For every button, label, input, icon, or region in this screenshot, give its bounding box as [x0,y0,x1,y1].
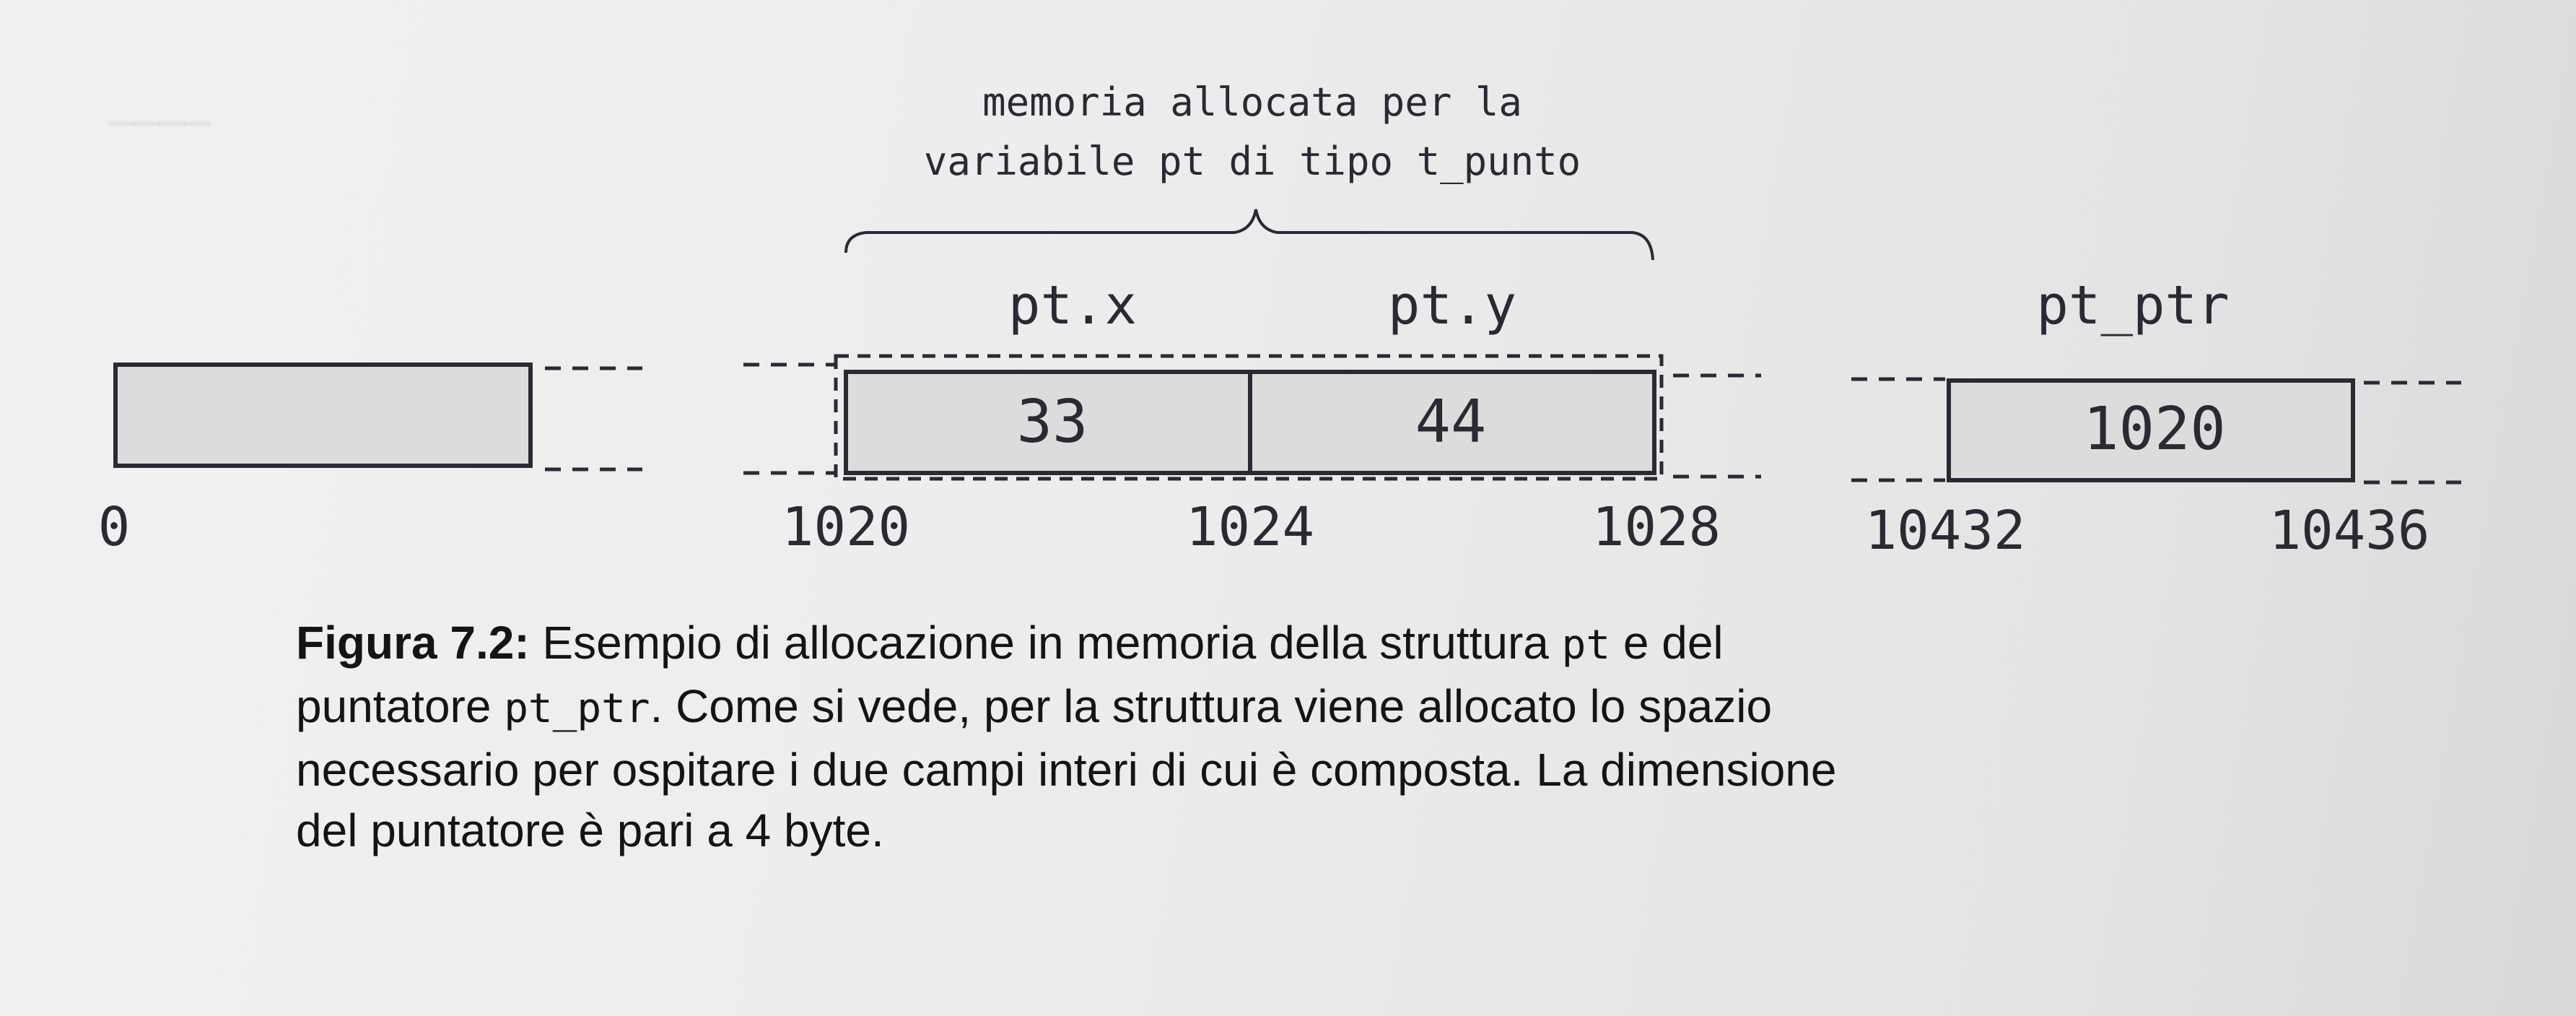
curly-brace [846,209,1653,260]
cell-value-pt-ptr: 1020 [2083,395,2226,464]
cell-value-pt-x: 33 [1016,388,1088,456]
field-label-pt-x: pt.x [1008,274,1138,337]
bleed-through-line: ▁▁▁▁ [108,87,211,126]
memory-cell-0 [115,365,531,466]
caption-text: Esempio di allocazione in memoria della struttura [542,617,1549,669]
address-0: 0 [97,496,131,558]
brace-label-line2: variabile pt di tipo t_punto [923,139,1581,184]
dashed-continuation-0 [545,368,642,469]
caption-line-2 [296,676,2346,739]
address-1028: 1028 [1592,496,1721,558]
cell-value-pt-y: 44 [1415,388,1487,456]
caption-line-1 [296,612,2346,676]
caption-text: . Come si vede, per la struttura viene allocato lo spazio [650,680,1773,732]
address-10432: 10432 [1864,500,2026,562]
field-label-pt-ptr: pt_ptr [2036,274,2230,337]
field-label-pt-y: pt.y [1387,274,1517,337]
dashed-continuation-struct [1673,375,1761,477]
caption-text: e del [1623,617,1724,669]
address-1020: 1020 [781,496,911,558]
dashed-continuation-pointer [2364,383,2461,482]
caption-code: pt [1561,622,1611,669]
caption-label: Figura 7.2: [296,617,530,669]
dashed-leadin-pointer [1851,379,1945,480]
caption-line-3: necessario per ospitare i due campi interi di cui è composta. La dimensione [296,744,1837,796]
caption-text: byte. [784,804,884,856]
caption-line-4 [296,800,2346,861]
caption-code: pt_ptr [504,685,650,732]
caption-text: puntatore [296,680,492,732]
caption-number: 4 [745,804,772,856]
address-10436: 10436 [2269,500,2430,562]
brace-label-line1: memoria allocata per la [982,79,1522,125]
caption-text: del puntatore è pari a [296,804,733,856]
address-1024: 1024 [1185,496,1315,558]
figure-caption [296,612,2346,861]
dashed-leadin-struct [743,365,837,473]
